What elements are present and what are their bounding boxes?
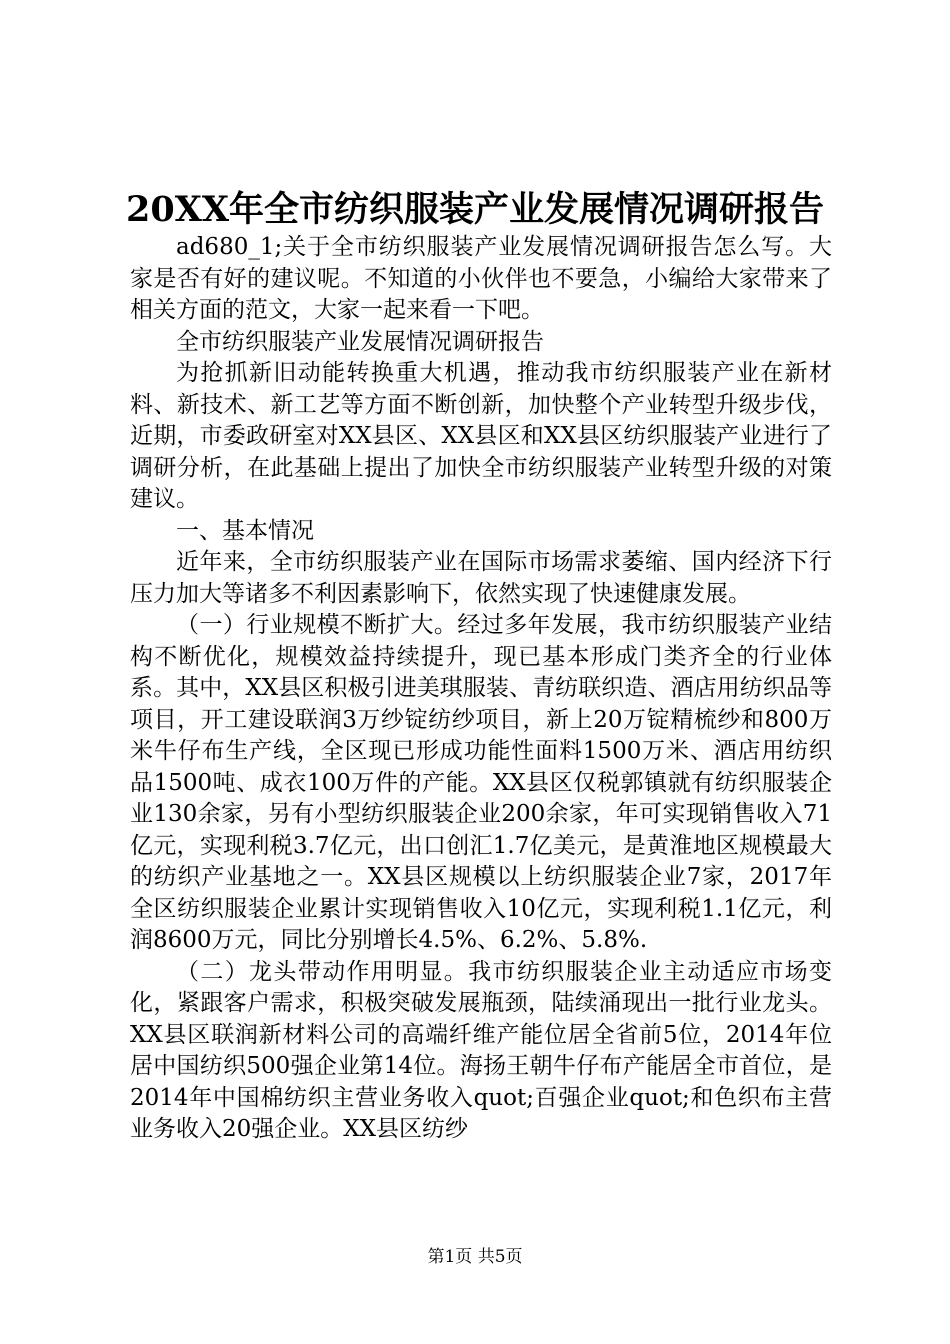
industry-scale-paragraph: （一）行业规模不断扩大。经过多年发展，我市纺织服装产业结构不断优化，规模效益持续提升，现已基本形成门类齐全的行业体系。其中，XX县区积极引进美琪服装、青纺联织造、酒店用纺织品等项目，开工建设联润3万纱锭纺纱项目，新上20万锭精梳纱和800万米牛仔布生产线，全区现已形成功能性面料1500万米、酒店用纺织品1500吨、成衣100万件的产能。XX县区仅税郭镇就有纺织服装企业130余家，另有小型纺织服装企业200余家，年可实现销售收入71亿元，实现利税3.7亿元，出口创汇1.7亿美元，是黄淮地区规模最大的纺织产业基地之一。XX县区规模以上纺织服装企业7家，2017年全区纺织服装企业累计实现销售收入10亿元，实现利税1.1亿元，利润8600万元，同比分别增长4.5%、6.2%、5.8%. xyxy=(130,612,832,953)
report-subtitle: 全市纺织服装产业发展情况调研报告 xyxy=(176,328,544,355)
overview-paragraph: 近年来，全市纺织服装产业在国际市场需求萎缩、国内经济下行压力加大等诸多不利因素影响下，依然实现了快速健康发展。 xyxy=(130,549,832,607)
intro-paragraph: ad680_1;关于全市纺织服装产业发展情况调研报告怎么写。大家是否有好的建议呢。不知道的小伙伴也不要急，小编给大家带来了相关方面的范文，大家一起来看一下吧。 xyxy=(130,234,832,323)
section-heading-basic-situation: 一、基本情况 xyxy=(176,517,314,544)
page-footer: 第1页 共5页 xyxy=(427,1247,523,1267)
document-title: 20XX年全市纺织服装产业发展情况调研报告 xyxy=(125,189,825,230)
leading-enterprises-paragraph: （二）龙头带动作用明显。我市纺织服装企业主动适应市场变化，紧跟客户需求，积极突破发展瓶颈，陆续涌现出一批行业龙头。XX县区联润新材料公司的高端纤维产能位居全省前5位，2014年位居中国纺织500强企业第14位。海扬王朝牛仔布产能居全市首位，是2014年中国棉纺织主营业务收入quot;百强企业quot;和色织布主营业务收入20强企业。XX县区纺纱 xyxy=(130,958,832,1142)
purpose-paragraph: 为抢抓新旧动能转换重大机遇，推动我市纺织服装产业在新材料、新技术、新工艺等方面不断创新，加快整个产业转型升级步伐，近期，市委政研室对XX县区、XX县区和XX县区纺织服装产业进行了调研分析，在此基础上提出了加快全市纺织服装产业转型升级的对策建议。 xyxy=(130,360,832,512)
document-body xyxy=(130,232,832,1146)
